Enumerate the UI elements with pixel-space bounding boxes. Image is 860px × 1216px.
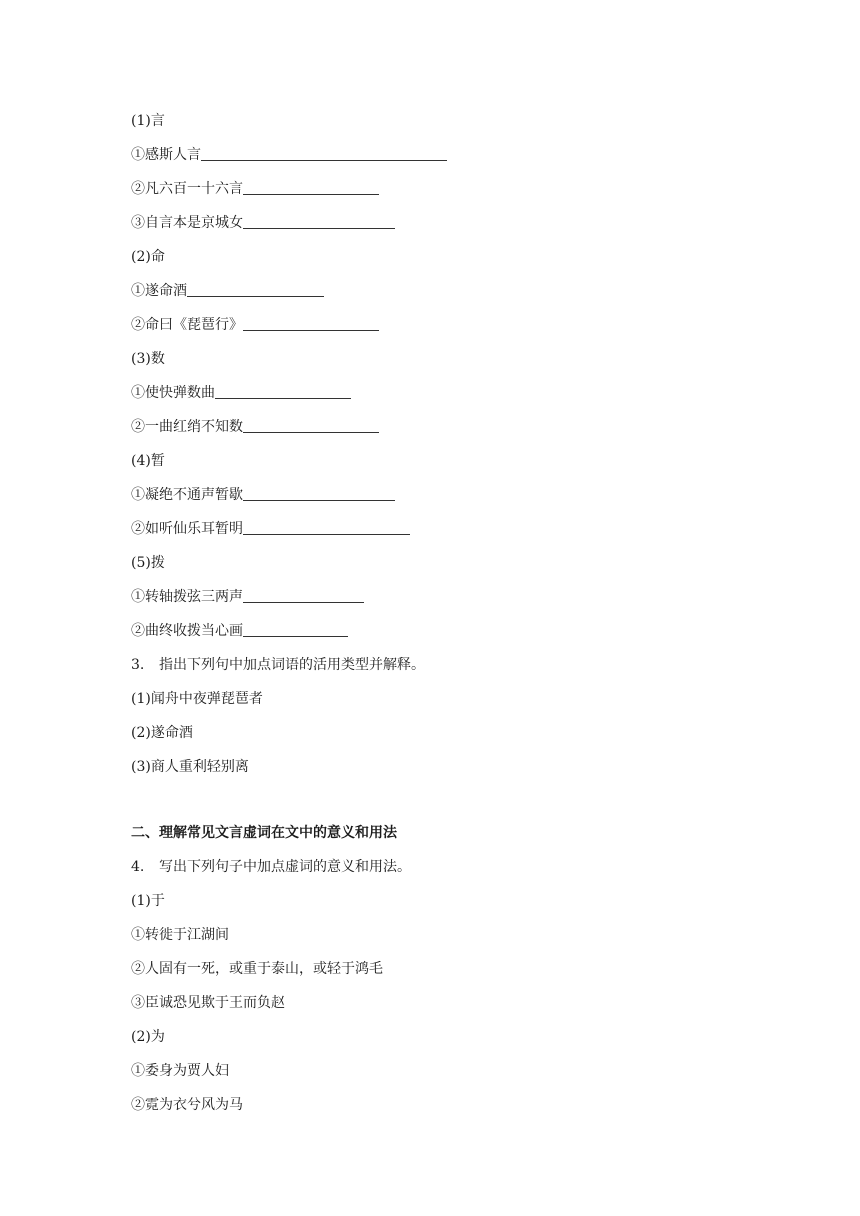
- answer-blank[interactable]: [243, 518, 410, 535]
- sub-heading-shu: (3)数: [131, 351, 165, 367]
- item-wei-1: ①委身为贾人妇: [131, 1063, 229, 1079]
- section-2-title: 二、理解常见文言虚词在文中的意义和用法: [131, 825, 397, 841]
- answer-blank[interactable]: [201, 144, 447, 161]
- item-bo-2: ②曲终收拨当心画: [131, 617, 771, 651]
- answer-blank[interactable]: [243, 212, 395, 229]
- sub-heading-ming: (2)命: [131, 249, 165, 265]
- item-yu-2: ②人固有一死，或重于泰山，或轻于鸿毛: [131, 961, 383, 977]
- item-yan-2: ②凡六百一十六言: [131, 175, 771, 209]
- sub-heading-bo: (5)拨: [131, 555, 165, 571]
- answer-blank[interactable]: [243, 178, 379, 195]
- sub-heading-yan: (1)言: [131, 113, 165, 129]
- item-zan-1: ①凝绝不通声暂歇: [131, 481, 771, 515]
- document-page: [131, 107, 771, 1125]
- question-3: 3. 指出下列句中加点词语的活用类型并解释。: [131, 657, 425, 673]
- item-shu-2: ②一曲红绡不知数: [131, 413, 771, 447]
- answer-blank[interactable]: [243, 314, 379, 331]
- question-4: 4. 写出下列句子中加点虚词的意义和用法。: [131, 859, 411, 875]
- sub-heading-zan: (4)暂: [131, 453, 165, 469]
- sub-heading-wei: (2)为: [131, 1029, 165, 1045]
- answer-blank[interactable]: [243, 484, 395, 501]
- answer-blank[interactable]: [243, 586, 364, 603]
- item-ming-2: ②命曰《琵琶行》: [131, 311, 771, 345]
- answer-blank[interactable]: [215, 382, 351, 399]
- sub-heading-yu: (1)于: [131, 893, 165, 909]
- item-yan-3: ③自言本是京城女: [131, 209, 771, 243]
- item-ming-1: ①遂命酒: [131, 277, 771, 311]
- item-wei-2: ②霓为衣兮风为马: [131, 1097, 243, 1113]
- item-yu-1: ①转徙于江湖间: [131, 927, 229, 943]
- answer-blank[interactable]: [243, 416, 379, 433]
- item-zan-2: ②如听仙乐耳暂明: [131, 515, 771, 549]
- question-3-item-3: (3)商人重利轻别离: [131, 759, 249, 775]
- item-bo-1: ①转轴拨弦三两声: [131, 583, 771, 617]
- question-3-item-1: (1)闻舟中夜弹琵琶者: [131, 691, 263, 707]
- section-spacer: [131, 787, 771, 819]
- item-yan-1: ①感斯人言: [131, 141, 771, 175]
- item-shu-1: ①使快弹数曲: [131, 379, 771, 413]
- question-3-item-2: (2)遂命酒: [131, 725, 193, 741]
- answer-blank[interactable]: [187, 280, 324, 297]
- item-yu-3: ③臣诚恐见欺于王而负赵: [131, 995, 285, 1011]
- answer-blank[interactable]: [243, 620, 348, 637]
